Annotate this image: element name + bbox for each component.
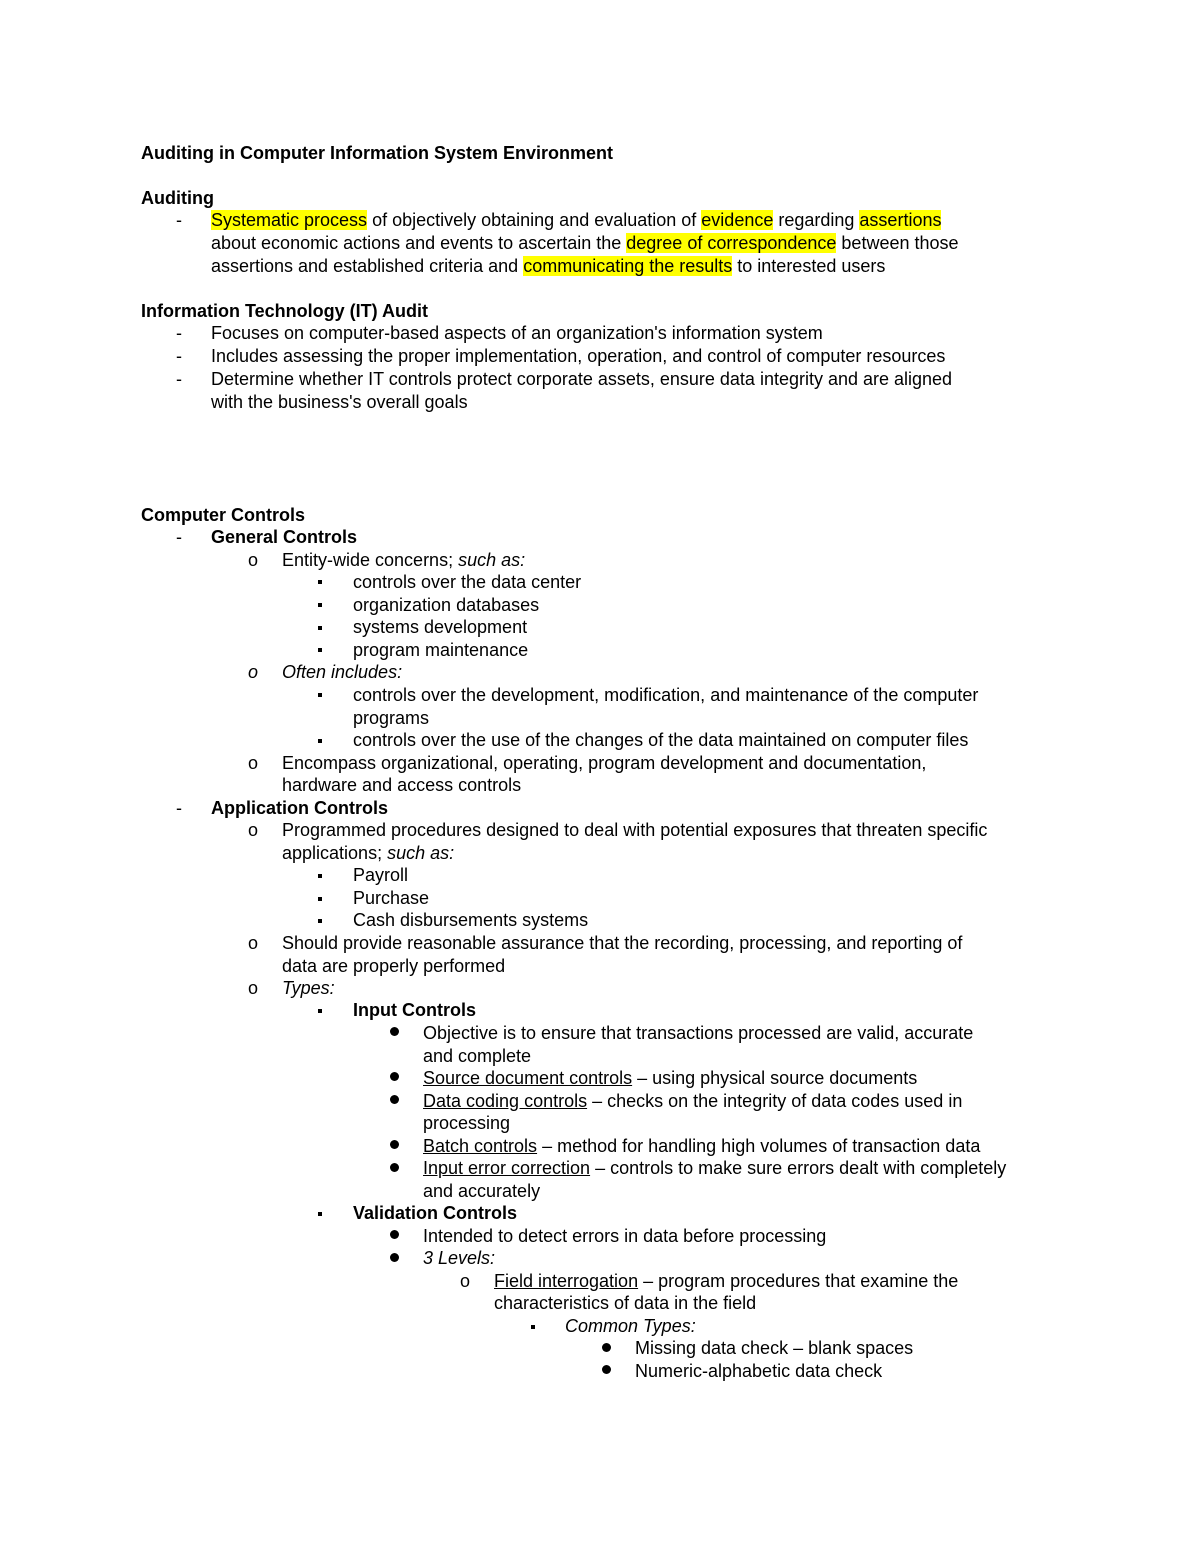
list-item: Payroll — [353, 865, 409, 885]
dash-marker: - — [176, 798, 182, 818]
dash-marker: - — [176, 369, 182, 389]
round-bullet-icon — [390, 1230, 399, 1239]
auditing-definition-line2 — [211, 232, 959, 254]
programmed-line1: Programmed procedures designed to deal with potential exposures that threaten specific — [282, 820, 988, 840]
types-label: Types: — [282, 978, 335, 998]
round-bullet-icon — [390, 1163, 399, 1172]
it-audit-heading: Information Technology (IT) Audit — [141, 301, 428, 321]
highlight-communicating-the-results: communicating the results — [523, 256, 733, 276]
text-span: Input error correction — [423, 1158, 591, 1178]
square-bullet-icon — [318, 1009, 322, 1013]
entity-wide-concerns — [282, 549, 525, 571]
dash-marker: - — [176, 210, 182, 230]
highlight-systematic-process: Systematic process — [211, 210, 368, 230]
programmed-line2 — [282, 842, 454, 864]
o-marker: o — [248, 978, 259, 998]
dash-marker: - — [176, 527, 182, 547]
input-controls-label: Input Controls — [353, 1000, 476, 1020]
it-audit-item-continued: with the business's overall goals — [211, 392, 468, 412]
field-interrogation — [494, 1270, 958, 1292]
often-includes: Often includes: — [282, 662, 403, 682]
validation-controls-label: Validation Controls — [353, 1203, 518, 1223]
square-bullet-icon — [318, 739, 322, 743]
list-item: organization databases — [353, 595, 540, 615]
computer-controls-heading: Computer Controls — [141, 505, 305, 525]
text-span: – method for handling high volumes of transaction data — [537, 1136, 981, 1156]
square-bullet-icon — [531, 1325, 535, 1329]
three-levels-label: 3 Levels: — [423, 1248, 496, 1268]
o-marker: o — [248, 933, 259, 953]
square-bullet-icon — [318, 1212, 322, 1216]
list-item: program maintenance — [353, 640, 529, 660]
highlight-evidence: evidence — [701, 210, 774, 230]
list-item: Numeric-alphabetic data check — [635, 1361, 883, 1381]
list-item: controls over the data center — [353, 572, 582, 592]
square-bullet-icon — [318, 693, 322, 697]
text-span: about economic actions and events to ascertain the — [211, 233, 627, 253]
o-marker: o — [460, 1271, 471, 1291]
text-span: applications; — [282, 843, 388, 863]
text-span: to interested users — [732, 256, 886, 276]
square-bullet-icon — [318, 919, 322, 923]
field-interrogation-continued: characteristics of data in the field — [494, 1293, 757, 1313]
text-span: such as: — [387, 843, 455, 863]
text-span: – checks on the integrity of data codes used in — [587, 1091, 963, 1111]
highlight-assertions: assertions — [859, 210, 942, 230]
list-item: Missing data check – blank spaces — [635, 1338, 914, 1358]
input-error-correction — [423, 1157, 1006, 1179]
o-marker: o — [248, 820, 259, 840]
common-types-label: Common Types: — [565, 1316, 696, 1336]
highlight-degree-of-correspondence: degree of correspondence — [626, 233, 837, 253]
text-span: such as: — [458, 550, 526, 570]
auditing-definition-line3 — [211, 255, 885, 277]
assurance-line1: Should provide reasonable assurance that the recording, processing, and reporting of — [282, 933, 963, 953]
input-error-correction-continued: and accurately — [423, 1181, 541, 1201]
auditing-heading: Auditing — [141, 188, 214, 208]
it-audit-item: Determine whether IT controls protect corporate assets, ensure data integrity and are aligned — [211, 369, 953, 389]
list-item: Purchase — [353, 888, 430, 908]
square-bullet-icon — [318, 874, 322, 878]
data-coding-controls-continued: processing — [423, 1113, 511, 1133]
round-bullet-icon — [390, 1253, 399, 1262]
text-span: Batch controls — [423, 1136, 538, 1156]
list-item: Cash disbursements systems — [353, 910, 589, 930]
round-bullet-icon — [390, 1072, 399, 1081]
round-bullet-icon — [390, 1095, 399, 1104]
list-item: controls over the development, modification, and maintenance of the computer — [353, 685, 979, 705]
text-span: Entity-wide concerns; — [282, 550, 459, 570]
batch-controls — [423, 1135, 980, 1157]
text-span: – using physical source documents — [632, 1068, 918, 1088]
round-bullet-icon — [602, 1343, 611, 1352]
text-span: Field interrogation — [494, 1271, 639, 1291]
validation-intended: Intended to detect errors in data before processing — [423, 1226, 827, 1246]
square-bullet-icon — [318, 603, 322, 607]
assurance-line2: data are properly performed — [282, 956, 506, 976]
text-span: Source document controls — [423, 1068, 633, 1088]
square-bullet-icon — [318, 626, 322, 630]
text-span: assertions and established criteria and — [211, 256, 524, 276]
square-bullet-icon — [318, 897, 322, 901]
text-span: Data coding controls — [423, 1091, 588, 1111]
round-bullet-icon — [390, 1140, 399, 1149]
round-bullet-icon — [602, 1365, 611, 1374]
page-title: Auditing in Computer Information System Environment — [141, 143, 614, 163]
it-audit-item: Focuses on computer-based aspects of an organization's information system — [211, 323, 823, 343]
square-bullet-icon — [318, 580, 322, 584]
square-bullet-icon — [318, 648, 322, 652]
source-document-controls — [423, 1067, 917, 1089]
text-span: regarding — [773, 210, 860, 230]
it-audit-item: Includes assessing the proper implementation, operation, and control of computer resources — [211, 346, 946, 366]
list-item-continued: programs — [353, 708, 430, 728]
text-span: between those — [836, 233, 959, 253]
dash-marker: - — [176, 346, 182, 366]
input-objective-line2: and complete — [423, 1046, 532, 1066]
encompass-line2: hardware and access controls — [282, 775, 522, 795]
auditing-definition-line1 — [211, 209, 941, 231]
list-item: controls over the use of the changes of the data maintained on computer files — [353, 730, 969, 750]
data-coding-controls — [423, 1090, 962, 1112]
general-controls-label: General Controls — [211, 527, 358, 547]
o-marker: o — [248, 662, 259, 682]
text-span: – controls to make sure errors dealt with completely — [590, 1158, 1007, 1178]
input-objective-line1: Objective is to ensure that transactions processed are valid, accurate — [423, 1023, 974, 1043]
o-marker: o — [248, 753, 259, 773]
encompass-line1: Encompass organizational, operating, program development and documentation, — [282, 753, 927, 773]
round-bullet-icon — [390, 1027, 399, 1036]
application-controls-label: Application Controls — [211, 798, 388, 818]
text-span: of objectively obtaining and evaluation of — [367, 210, 702, 230]
o-marker: o — [248, 550, 259, 570]
list-item: systems development — [353, 617, 528, 637]
text-span: – program procedures that examine the — [638, 1271, 959, 1291]
dash-marker: - — [176, 323, 182, 343]
